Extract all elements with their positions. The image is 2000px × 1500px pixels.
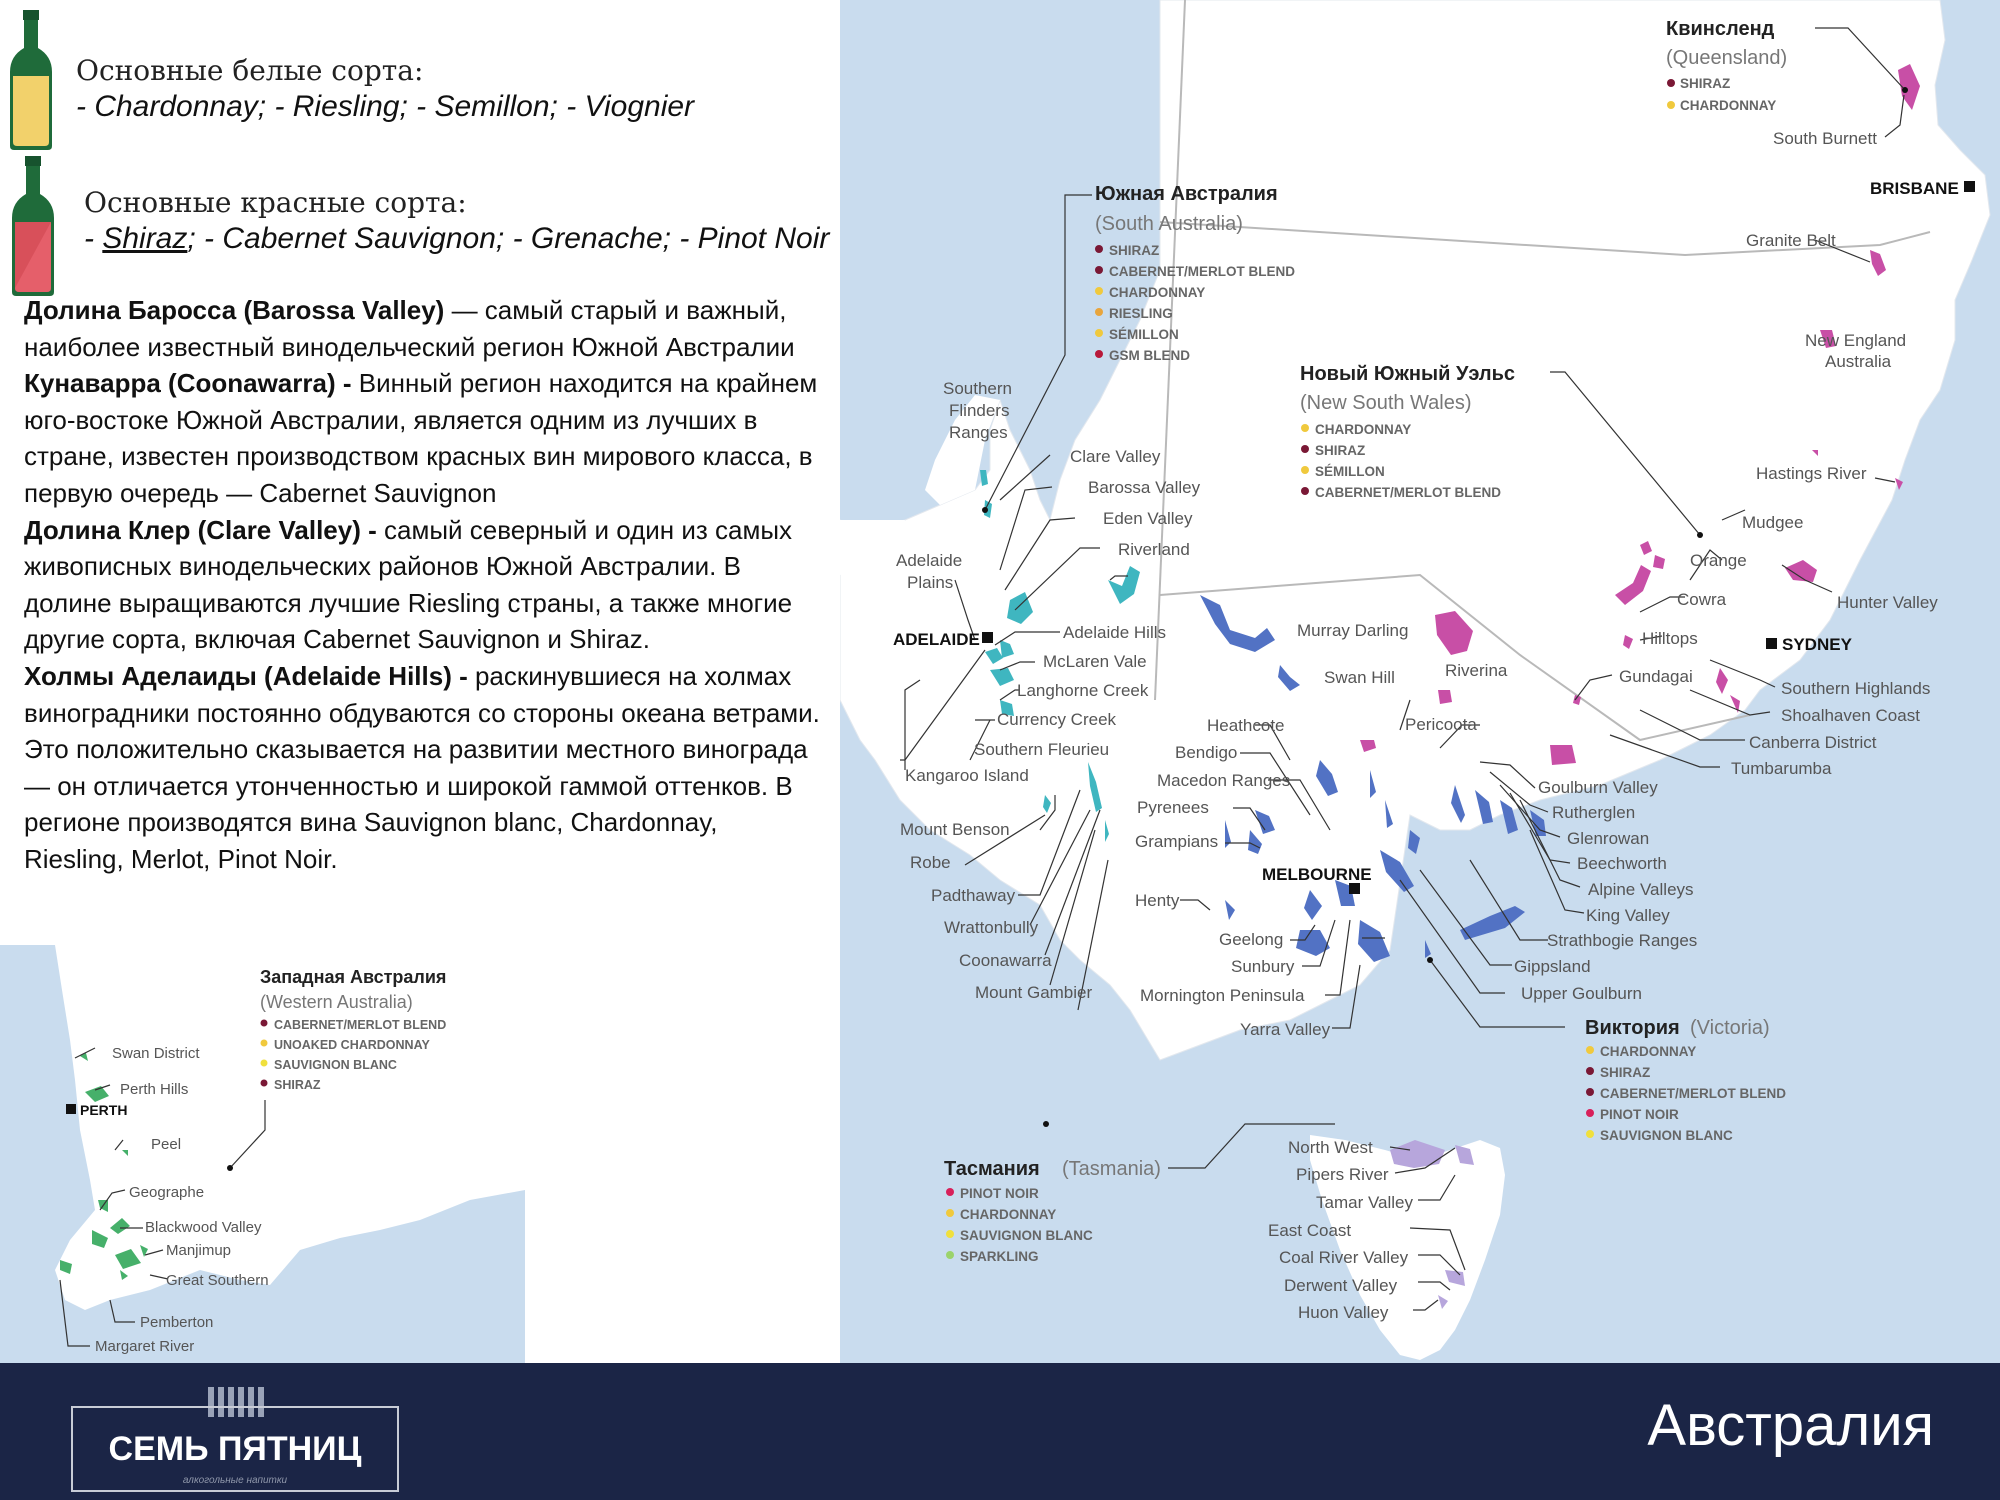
desc-term: Долина Клер (Clare Valley) - bbox=[24, 514, 377, 545]
wa-grape-2: UNOAKED CHARDONNAY bbox=[274, 1038, 430, 1052]
sa-grape-icon bbox=[1095, 329, 1103, 337]
nsw-grape-icon bbox=[1301, 445, 1309, 453]
white-grapes-list: - Chardonnay; - Riesling; - Semillon; - Viognier bbox=[76, 90, 695, 123]
qld-grape-icon-white bbox=[1667, 101, 1675, 109]
nsw-grape-4: CABERNET/MERLOT BLEND bbox=[1315, 485, 1501, 500]
region-label: Padthaway bbox=[931, 886, 1016, 905]
logo-text: СЕМЬ ПЯТНИЦ bbox=[108, 1430, 362, 1468]
vic-grape-icon bbox=[1586, 1109, 1594, 1117]
region-label: Heathcote bbox=[1207, 716, 1285, 735]
region-label: Plains bbox=[907, 573, 954, 592]
city-adelaide: ADELAIDE bbox=[893, 630, 980, 649]
tas-grape-1: PINOT NOIR bbox=[960, 1186, 1039, 1201]
qld-title: Квинсленд bbox=[1666, 18, 1775, 40]
nsw-leader-dot bbox=[1697, 532, 1703, 538]
wa-grape-icon bbox=[261, 1040, 268, 1047]
logo-subtext: алкогольные напитки bbox=[182, 1475, 288, 1486]
sa-grape-5: SÉMILLON bbox=[1109, 327, 1179, 342]
vic-title: Виктория bbox=[1585, 1017, 1680, 1039]
desc-term: Долина Баросса (Barossa Valley) bbox=[24, 295, 445, 325]
region-label: Currency Creek bbox=[997, 710, 1117, 729]
region-label: Clare Valley bbox=[1070, 447, 1161, 466]
region-label: Geelong bbox=[1219, 930, 1284, 949]
tas-grape-icon bbox=[946, 1209, 954, 1217]
region-label: Orange bbox=[1690, 551, 1747, 570]
tas-grape-3: SAUVIGNON BLANC bbox=[960, 1228, 1093, 1243]
sa-title: Южная Австралия bbox=[1095, 183, 1278, 205]
city-brisbane: BRISBANE bbox=[1870, 179, 1959, 198]
desc-paragraph-clare bbox=[24, 512, 824, 658]
vic-grape-icon bbox=[1586, 1130, 1594, 1138]
vic-grape-icon bbox=[1586, 1088, 1594, 1096]
region-label: Ranges bbox=[949, 423, 1008, 442]
region-label: Beechworth bbox=[1577, 854, 1667, 873]
vic-subtitle: (Victoria) bbox=[1690, 1017, 1770, 1039]
region-label: Perth Hills bbox=[120, 1081, 189, 1098]
nsw-grape-1: CHARDONNAY bbox=[1315, 422, 1412, 437]
region-label: Blackwood Valley bbox=[145, 1219, 262, 1236]
vic-leader-dot bbox=[1427, 957, 1433, 963]
region-label: Strathbogie Ranges bbox=[1547, 931, 1698, 950]
region-label: East Coast bbox=[1268, 1221, 1352, 1240]
region-label: Pericoota bbox=[1405, 715, 1477, 734]
region-label: Pipers River bbox=[1296, 1165, 1389, 1184]
adelaide-marker bbox=[982, 632, 993, 643]
wa-grape-icon bbox=[261, 1060, 268, 1067]
desc-term: Холмы Аделаиды (Adelaide Hills) - bbox=[24, 660, 468, 691]
region-label: Derwent Valley bbox=[1284, 1276, 1398, 1295]
region-label: Riverina bbox=[1445, 661, 1508, 680]
region-label: Shoalhaven Coast bbox=[1781, 706, 1920, 725]
tas-grape-2: CHARDONNAY bbox=[960, 1207, 1057, 1222]
red-grape-shiraz: Shiraz bbox=[102, 222, 188, 255]
vic-grape-icon bbox=[1586, 1046, 1594, 1054]
tas-grape-icon bbox=[946, 1188, 954, 1196]
region-label: Southern Fleurieu bbox=[974, 740, 1110, 759]
region-label: Coonawarra bbox=[959, 951, 1052, 970]
city-perth: PERTH bbox=[80, 1102, 128, 1118]
region-label: Macedon Ranges bbox=[1157, 771, 1291, 790]
vic-grape-3: CABERNET/MERLOT BLEND bbox=[1600, 1086, 1786, 1101]
desc-paragraph-barossa bbox=[24, 292, 824, 365]
region-label: New England bbox=[1805, 331, 1907, 350]
tas-grape-icon bbox=[946, 1230, 954, 1238]
city-sydney: SYDNEY bbox=[1782, 635, 1852, 654]
region-label: Robe bbox=[910, 853, 951, 872]
sa-grape-1: SHIRAZ bbox=[1109, 243, 1160, 258]
desc-text: — самый старый и важный, наиболее известный винодельческий регион Южной Австралии bbox=[24, 295, 795, 362]
region-label: Yarra Valley bbox=[1240, 1020, 1331, 1039]
region-label: Glenrowan bbox=[1567, 829, 1650, 848]
wa-grape-icon bbox=[261, 1080, 268, 1087]
sa-grape-icon bbox=[1095, 245, 1103, 253]
region-label: Coal River Valley bbox=[1279, 1248, 1409, 1267]
desc-term: Кунаварра (Coonawarra) - bbox=[24, 368, 352, 399]
region-label: Adelaide bbox=[896, 551, 963, 570]
tas-title: Тасмания bbox=[944, 1158, 1040, 1180]
nsw-title: Новый Южный Уэльс bbox=[1300, 363, 1516, 385]
melbourne-marker bbox=[1349, 883, 1360, 894]
region-label: Hastings River bbox=[1756, 464, 1867, 483]
region-label: Huon Valley bbox=[1298, 1303, 1389, 1322]
region-label: Goulburn Valley bbox=[1538, 778, 1658, 797]
vic-grape-1: CHARDONNAY bbox=[1600, 1044, 1697, 1059]
sa-subtitle: (South Australia) bbox=[1095, 213, 1243, 235]
wa-grape-1: CABERNET/MERLOT BLEND bbox=[274, 1018, 447, 1032]
brand-logo bbox=[70, 1385, 400, 1495]
region-label: Langhorne Creek bbox=[1017, 681, 1149, 700]
region-label: Eden Valley bbox=[1103, 509, 1193, 528]
qld-grape-icon-red bbox=[1667, 79, 1675, 87]
nsw-grape-icon bbox=[1301, 466, 1309, 474]
wa-title: Западная Австралия bbox=[260, 967, 447, 987]
city-melbourne: MELBOURNE bbox=[1262, 865, 1372, 884]
region-label: Henty bbox=[1135, 891, 1180, 910]
region-label: Hilltops bbox=[1642, 629, 1698, 648]
tas-grape-icon bbox=[946, 1251, 954, 1259]
tas-leader-dot bbox=[1043, 1121, 1049, 1127]
region-label: North West bbox=[1288, 1138, 1373, 1157]
region-label: Riverland bbox=[1118, 540, 1190, 559]
logo-bottles-icon bbox=[208, 1387, 264, 1417]
wa-grape-4: SHIRAZ bbox=[274, 1078, 321, 1092]
region-label: Gippsland bbox=[1514, 957, 1591, 976]
region-label: Mornington Peninsula bbox=[1140, 986, 1305, 1005]
vic-grape-icon bbox=[1586, 1067, 1594, 1075]
region-label: Margaret River bbox=[95, 1338, 195, 1355]
region-label: Kangaroo Island bbox=[905, 766, 1029, 785]
sa-grape-icon bbox=[1095, 308, 1103, 316]
region-label: Swan District bbox=[112, 1045, 200, 1062]
region-label: McLaren Vale bbox=[1043, 652, 1147, 671]
region-label: South Burnett bbox=[1773, 129, 1877, 148]
region-label: Flinders bbox=[949, 401, 1010, 420]
region-label: Granite Belt bbox=[1746, 231, 1836, 250]
region-label: Barossa Valley bbox=[1088, 478, 1201, 497]
white-grapes-title: Основные белые сорта: bbox=[76, 54, 424, 87]
desc-paragraph-coonawarra bbox=[24, 365, 824, 511]
nsw-subtitle: (New South Wales) bbox=[1300, 392, 1472, 414]
region-label: Tamar Valley bbox=[1316, 1193, 1413, 1212]
sa-grape-icon bbox=[1095, 287, 1103, 295]
region-label: Bendigo bbox=[1175, 743, 1238, 762]
regions-description bbox=[24, 292, 824, 878]
wa-grape-icon bbox=[261, 1020, 268, 1027]
vic-grape-2: SHIRAZ bbox=[1600, 1065, 1651, 1080]
nsw-grape-icon bbox=[1301, 487, 1309, 495]
region-label: Gundagai bbox=[1619, 667, 1693, 686]
region-label: Southern Highlands bbox=[1781, 679, 1931, 698]
red-grapes-list bbox=[84, 222, 829, 256]
nsw-grape-3: SÉMILLON bbox=[1315, 464, 1385, 479]
region-label: Grampians bbox=[1135, 832, 1219, 851]
region-label: Cowra bbox=[1677, 590, 1727, 609]
region-label: Mudgee bbox=[1742, 513, 1804, 532]
wa-grape-3: SAUVIGNON BLANC bbox=[274, 1058, 397, 1072]
region-label: Peel bbox=[151, 1136, 182, 1153]
region-label: Wrattonbully bbox=[944, 918, 1039, 937]
qld-grape-1: SHIRAZ bbox=[1680, 76, 1731, 91]
region-label: Manjimup bbox=[166, 1242, 232, 1259]
vic-grape-4: PINOT NOIR bbox=[1600, 1107, 1679, 1122]
region-label: Alpine Valleys bbox=[1588, 880, 1694, 899]
tas-subtitle: (Tasmania) bbox=[1062, 1158, 1161, 1180]
vic-grape-5: SAUVIGNON BLANC bbox=[1600, 1128, 1733, 1143]
red-grapes-prefix: - bbox=[84, 222, 103, 255]
sa-grape-4: RIESLING bbox=[1109, 306, 1173, 321]
region-label: Rutherglen bbox=[1552, 803, 1636, 822]
sa-grape-2: CABERNET/MERLOT BLEND bbox=[1109, 264, 1295, 279]
sydney-marker bbox=[1766, 638, 1777, 649]
desc-text: раскинувшиеся на холмах виноградники постоянно обдуваются со стороны океана ветрами. Это положительно сказывается на развитии местного винограда — он отличается утонченностью и широкой гаммой оттенков. В регионе производятся вина Sauvignon blanc, Chardonnay, Riesling, Merlot, Pinot Noir. bbox=[24, 660, 820, 874]
red-wine-bottle-icon bbox=[10, 156, 56, 296]
qld-grape-2: CHARDONNAY bbox=[1680, 98, 1777, 113]
region-label: Mount Gambier bbox=[975, 983, 1093, 1002]
region-label: Canberra District bbox=[1749, 733, 1877, 752]
wa-subtitle: (Western Australia) bbox=[260, 992, 413, 1012]
region-label: Pemberton bbox=[140, 1314, 214, 1331]
wa-leader-dot bbox=[227, 1165, 233, 1171]
sa-leader-dot bbox=[982, 507, 988, 513]
qld-leader-dot bbox=[1902, 87, 1908, 93]
region-label: Pyrenees bbox=[1137, 798, 1209, 817]
sa-grape-icon bbox=[1095, 350, 1103, 358]
qld-subtitle: (Queensland) bbox=[1666, 47, 1788, 69]
red-grapes-rest: ; - Cabernet Sauvignon; - Grenache; - Pinot Noir bbox=[187, 222, 830, 255]
region-label: Adelaide Hills bbox=[1063, 623, 1166, 642]
region-label: Australia bbox=[1825, 352, 1892, 371]
region-label: King Valley bbox=[1586, 906, 1670, 925]
nsw-grape-2: SHIRAZ bbox=[1315, 443, 1366, 458]
region-label: Geographe bbox=[129, 1184, 205, 1201]
region-label: Mount Benson bbox=[900, 820, 1010, 839]
red-grapes-title: Основные красные сорта: bbox=[84, 186, 467, 219]
desc-text: Винный регион находится на крайнем юго-востоке Южной Австралии, является одним из лучших в стране, известен производством красных вин мирового класса, в первую очередь — Cabernet Sauvignon bbox=[24, 368, 818, 508]
region-label: Sunbury bbox=[1231, 957, 1295, 976]
tas-grape-4: SPARKLING bbox=[960, 1249, 1039, 1264]
desc-text: самый северный и один из самых живописных винодельческих районов Южной Австралии. В долине выращиваются лучшие Riesling страны, а также многие другие сорта, включая Cabernet Sauvignon и Shiraz. bbox=[24, 514, 793, 655]
brisbane-marker bbox=[1964, 181, 1975, 192]
sa-grape-6: GSM BLEND bbox=[1109, 348, 1190, 363]
white-wine-bottle-icon bbox=[8, 10, 54, 150]
page-title: Австралия bbox=[1647, 1393, 1934, 1458]
sa-grape-icon bbox=[1095, 266, 1103, 274]
region-label: Great Southern bbox=[166, 1272, 269, 1289]
region-label: Southern bbox=[943, 379, 1012, 398]
region-label: Swan Hill bbox=[1324, 668, 1395, 687]
region-label: Hunter Valley bbox=[1837, 593, 1938, 612]
desc-paragraph-adelaide-hills bbox=[24, 658, 824, 878]
sa-grape-3: CHARDONNAY bbox=[1109, 285, 1206, 300]
region-label: Tumbarumba bbox=[1731, 759, 1832, 778]
region-label: Upper Goulburn bbox=[1521, 984, 1642, 1003]
nsw-grape-icon bbox=[1301, 424, 1309, 432]
perth-marker bbox=[66, 1104, 76, 1114]
white-bottle-fill bbox=[13, 76, 49, 146]
region-label: Murray Darling bbox=[1297, 621, 1409, 640]
